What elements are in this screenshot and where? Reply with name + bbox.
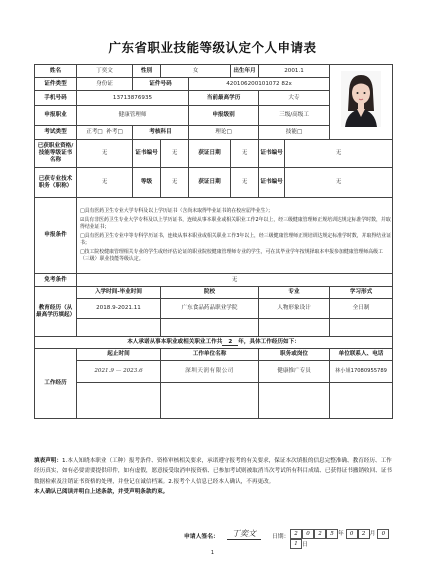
edu-school bbox=[161, 319, 259, 337]
applicant-signature[interactable]: 丁奕文 bbox=[227, 528, 261, 540]
declaration-text bbox=[34, 456, 392, 497]
date-label: 日期： bbox=[272, 534, 290, 540]
form-title: 广东省职业技能等级认定个人申请表 bbox=[108, 40, 317, 55]
tech-cert-no-label: 证书编号 bbox=[259, 168, 285, 198]
work-role: 健康推广专员 bbox=[259, 361, 330, 383]
conditions-label: 申报条件 bbox=[35, 198, 77, 274]
id-type-value: 身份证 bbox=[77, 78, 133, 91]
date-field[interactable] bbox=[290, 528, 392, 549]
day-char: 日 bbox=[302, 541, 308, 548]
tech-title-label: 已获专业技术职务（职称） bbox=[35, 168, 77, 198]
year-digit: 5 bbox=[326, 529, 338, 539]
prof-cert-no2-value: 无 bbox=[285, 140, 393, 168]
condition-item[interactable]: □具有医药卫生专业大学专科及以上学历证书（含尚未取得毕业证书的在校应届毕业生）； bbox=[80, 207, 273, 214]
edu-form: 全日制 bbox=[330, 299, 393, 319]
prof-obtain-date-label: 获证日期 bbox=[189, 140, 231, 168]
work-header-role: 职务或岗位 bbox=[259, 349, 330, 361]
edu-header-major: 专业 bbox=[259, 287, 330, 299]
work-contact: 林小姐17080955789 bbox=[330, 361, 393, 383]
tech-obtain-date-label: 获证日期 bbox=[189, 168, 231, 198]
year-digit: 2 bbox=[314, 529, 326, 539]
signature-row bbox=[34, 528, 392, 548]
work-years-value: 2 bbox=[222, 339, 238, 347]
edu-major: 人物形象设计 bbox=[259, 299, 330, 319]
work-role bbox=[259, 383, 330, 419]
prof-cert-no2-label: 证书编号 bbox=[259, 140, 285, 168]
id-no-value: 420106200101072 82x bbox=[189, 78, 330, 91]
work-years-statement: 本人承诺从事本职业或相关职业工作共 2 年，具体工作经历如下： bbox=[35, 337, 393, 349]
month-digit: 2 bbox=[358, 529, 370, 539]
page-number: 1 bbox=[210, 550, 215, 556]
job-value: 健康管理师 bbox=[77, 106, 189, 126]
prof-cert-no-label: 证书编号 bbox=[133, 140, 161, 168]
month-char: 月 bbox=[369, 531, 376, 537]
day-digit: 1 bbox=[290, 539, 302, 549]
name-value: 丁奕文 bbox=[77, 65, 133, 78]
declaration-confirm: 本人确认已阅读并明白上述条款，并受声明条款约束。 bbox=[34, 489, 169, 496]
year-char: 年 bbox=[338, 531, 344, 537]
edu-header-time: 入学时间-毕业时间 bbox=[77, 287, 161, 299]
name-label: 姓名 bbox=[35, 65, 77, 78]
id-type-label: 证件类型 bbox=[35, 78, 77, 91]
education-level-label: 当前最高学历 bbox=[189, 91, 259, 106]
month-digit: 0 bbox=[346, 529, 358, 539]
condition-item[interactable]: ☑具有非医药卫生专业大学专科及以上学历证书，连续从事本职业或相关职业工作2年以上，经三级健康管理师正规培训达规定标准学时数，并取得结业证书； bbox=[80, 216, 391, 230]
condition-item[interactable]: □具有医药卫生专业中等专科学历证书，连续从事本职业或相关职业工作3年以上，经三级健康管理师正规培训达规定标准学时数，并取得结业证书； bbox=[80, 232, 391, 247]
tech-level-label: 等级 bbox=[133, 168, 161, 198]
gender-value: 女 bbox=[161, 65, 231, 78]
exempt-label: 免考条件 bbox=[35, 274, 77, 287]
work-time bbox=[77, 383, 161, 419]
exam-type-options bbox=[77, 126, 133, 140]
tech-cert-no-value: 无 bbox=[285, 168, 393, 198]
exam-subject-label: 考核科目 bbox=[133, 126, 189, 140]
level-value: 三级/高级工 bbox=[259, 106, 330, 126]
tech-title-value: 无 bbox=[77, 168, 133, 198]
declaration-label: 填表声明： bbox=[34, 458, 62, 464]
prof-cert-no-value: 无 bbox=[161, 140, 189, 168]
work-unit: 深圳天润有限公司 bbox=[161, 361, 259, 383]
day-digit: 0 bbox=[377, 529, 389, 539]
applicant-photo bbox=[330, 65, 393, 140]
theory-checkbox[interactable]: 理论□ bbox=[189, 126, 259, 140]
education-label: 教育经历（从最高学历填起） bbox=[35, 287, 77, 337]
edu-form bbox=[330, 319, 393, 337]
work-contact bbox=[330, 383, 393, 419]
birth-label: 出生年月 bbox=[231, 65, 259, 78]
prof-obtain-date-value: 无 bbox=[231, 140, 259, 168]
gender-label: 性别 bbox=[133, 65, 161, 78]
edu-time bbox=[77, 319, 161, 337]
edu-time: 2018.9-2021.11 bbox=[77, 299, 161, 319]
work-time: 2021.9 — 2023.6 bbox=[77, 361, 161, 383]
education-level-value: 大专 bbox=[259, 91, 330, 106]
exam-type-label: 考试类型 bbox=[35, 126, 77, 140]
edu-header-form: 学习形式 bbox=[330, 287, 393, 299]
exempt-value: 无 bbox=[77, 274, 393, 287]
edu-header-school: 院校 bbox=[161, 287, 259, 299]
prof-cert-value: 无 bbox=[77, 140, 133, 168]
prof-cert-label: 已获职业资格/技能等级证书名称 bbox=[35, 140, 77, 168]
edu-school: 广东食品药品职业学院 bbox=[161, 299, 259, 319]
work-label: 工作经历 bbox=[35, 349, 77, 419]
year-digit: 0 bbox=[302, 529, 314, 539]
phone-label: 手机号码 bbox=[35, 91, 77, 106]
tech-level-value: 无 bbox=[161, 168, 189, 198]
level-label: 申报级别 bbox=[189, 106, 259, 126]
birth-value: 2001.1 bbox=[259, 65, 330, 78]
job-label: 申报职业 bbox=[35, 106, 77, 126]
id-no-label: 证件号码 bbox=[133, 78, 189, 91]
first-exam-checkbox[interactable]: 正考□ bbox=[86, 129, 103, 135]
tech-obtain-date-value: 无 bbox=[231, 168, 259, 198]
work-header-time: 起止时间 bbox=[77, 349, 161, 361]
condition-item[interactable]: □技工院校健康管理相关专业的学生或经评估论证的职业院校健康管理师专业的学生，可在其毕业学年按规择取本申报参加健康管理师高级工（三级）职业技能等级认定。 bbox=[80, 249, 383, 263]
work-header-contact: 单位联系人、电话 bbox=[330, 349, 393, 361]
makeup-exam-checkbox[interactable]: 补考□ bbox=[106, 129, 123, 135]
year-digit: 2 bbox=[290, 529, 302, 539]
conditions-list bbox=[77, 198, 393, 274]
portrait-image bbox=[341, 71, 381, 127]
declaration-body: 1.本人知晓本职业（工种）报考条件、资格审核相关要求，承诺遵守报考的有关要求，保证本次填报的信息完整准确、教育经历、工作经历真实，如有必要需要提供印件，如有虚假，愿意接受取消申报资格、已参加考试则被取消当次考试所有科目成绩、已获得证书撤销收回、证书数据检索及注销证书资格的处理，并登记在诚信档案。2.报考个人信息已经本人确认，不再更改。 bbox=[34, 458, 393, 485]
work-header-unit: 工作单位名称 bbox=[161, 349, 259, 361]
signer-label: 申请人签名： bbox=[184, 534, 219, 540]
application-table bbox=[34, 64, 393, 419]
work-unit bbox=[161, 383, 259, 419]
phone-value: 13713876935 bbox=[77, 91, 189, 106]
edu-major bbox=[259, 319, 330, 337]
skill-checkbox[interactable]: 技能□ bbox=[259, 126, 330, 140]
